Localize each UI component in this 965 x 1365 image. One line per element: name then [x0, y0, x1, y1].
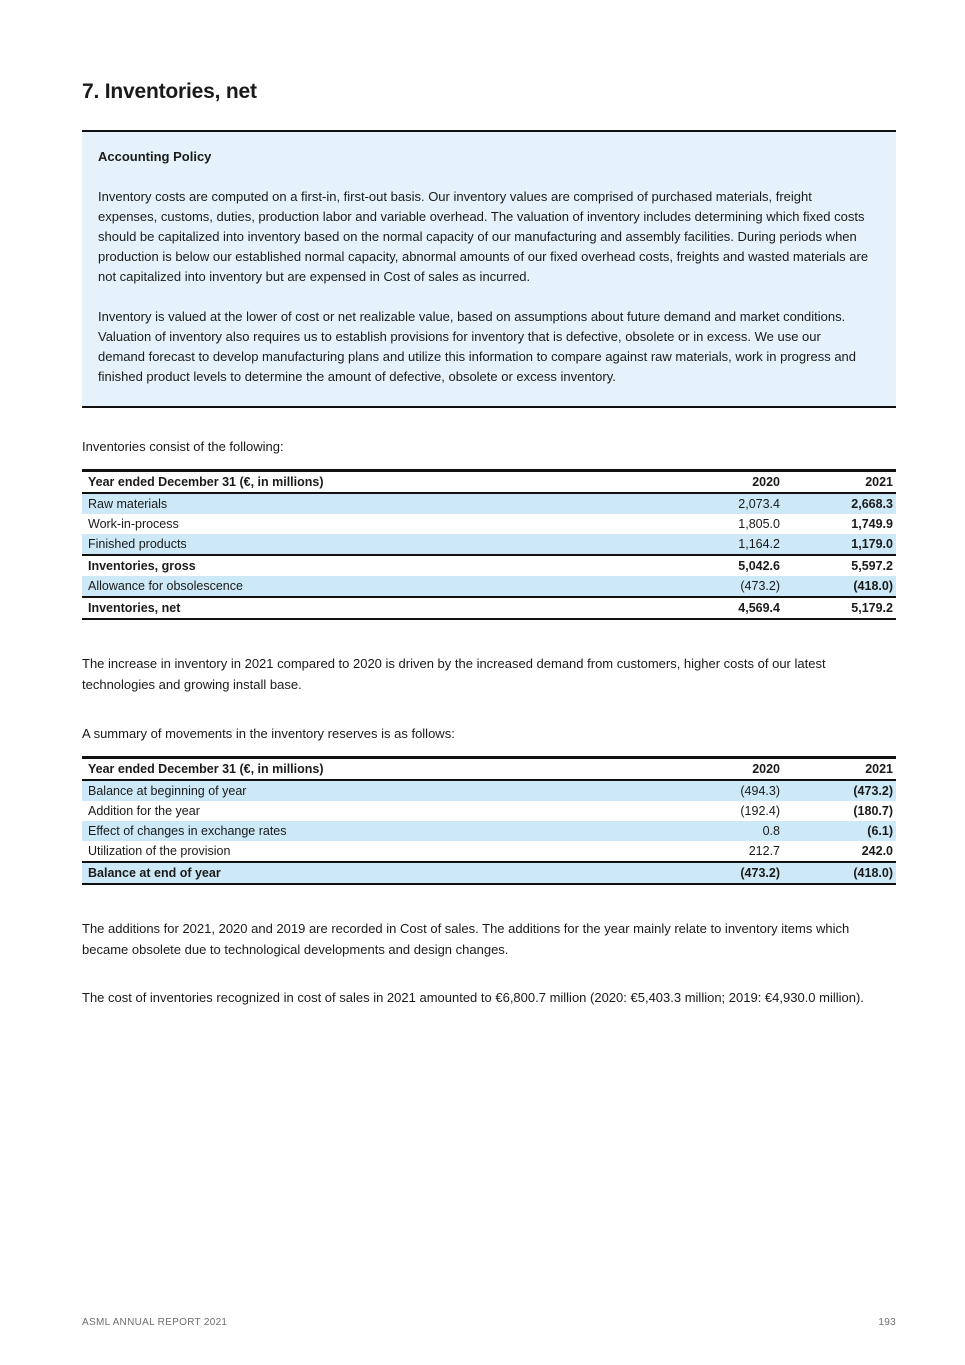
- value-2021: 5,597.2: [783, 555, 896, 576]
- table-row: [82, 514, 896, 534]
- inventories-table: [82, 469, 896, 620]
- intro-text: Inventories consist of the following:: [82, 439, 284, 454]
- value-2021: 242.0: [861, 844, 893, 858]
- reserves-table-wrap: [82, 756, 896, 885]
- table-row: [82, 821, 896, 841]
- value-2021: (418.0): [783, 862, 896, 884]
- page-title: 7. Inventories, net: [82, 80, 257, 103]
- row-label: Raw materials: [88, 497, 168, 511]
- table-row: [82, 493, 896, 514]
- value-2020: (473.2): [740, 579, 780, 593]
- row-label: Finished products: [88, 537, 187, 551]
- value-2021: (418.0): [853, 579, 893, 593]
- row-label: Inventories, net: [82, 597, 670, 619]
- table-row: [82, 534, 896, 555]
- table-row: [82, 597, 896, 619]
- row-label: Balance at beginning of year: [88, 784, 247, 798]
- row-label: Utilization of the provision: [88, 844, 231, 858]
- value-2020: 4,569.4: [670, 597, 783, 619]
- policy-paragraph: Inventory costs are computed on a first-in, first-out basis. Our inventory values are comprised of purchased materials, freight expenses, customs, duties, production labor and variable overhead. The valuation of inventory includes determining which fixed costs should be capitalized into inventory based on the normal capacity of our manufacturing and assembly facilities. During periods when production is below our established normal capacity, abnormal amounts of our fixed overhead costs, freights and wasted materials are not capitalized into inventory but are expensed in Cost of sales as incurred.: [98, 189, 869, 284]
- value-2021: 5,179.2: [783, 597, 896, 619]
- reserves-table: [82, 756, 896, 885]
- paragraph-additions: The additions for 2021, 2020 and 2019 are recorded in Cost of sales. The additions for the year mainly relate to inventory items which became obsolete due to technological developments and design changes.: [82, 921, 850, 957]
- value-2020: 5,042.6: [670, 555, 783, 576]
- value-2020: 1,805.0: [738, 517, 780, 531]
- row-label: Work-in-process: [88, 517, 179, 531]
- value-2020: (473.2): [670, 862, 783, 884]
- column-header-2020: 2020: [670, 471, 783, 494]
- table-row: [82, 862, 896, 884]
- paragraph-cost-of-inventories: The cost of inventories recognized in cost of sales in 2021 amounted to €6,800.7 million (2020: €5,403.3 million; 2019: €4,930.0 million).: [82, 990, 864, 1005]
- value-2020: 2,073.4: [738, 497, 780, 511]
- value-2021: (6.1): [867, 824, 893, 838]
- footer-report-name: ASML ANNUAL REPORT 2021: [82, 1317, 228, 1328]
- row-label: Inventories, gross: [82, 555, 670, 576]
- accounting-policy-box: [82, 130, 896, 408]
- summary-text: A summary of movements in the inventory reserves is as follows:: [82, 726, 455, 741]
- value-2021: (473.2): [853, 784, 893, 798]
- column-header-2020: 2020: [670, 758, 783, 781]
- value-2020: 0.8: [762, 824, 780, 838]
- value-2020: (494.3): [740, 784, 780, 798]
- table-row: [82, 801, 896, 821]
- value-2020: 1,164.2: [738, 537, 780, 551]
- column-header-2021: 2021: [783, 758, 896, 781]
- value-2021: 1,179.0: [851, 537, 893, 551]
- policy-paragraph: Inventory is valued at the lower of cost or net realizable value, based on assumptions about future demand and market conditions. Valuation of inventory also requires us to establish provisions for inventory that is defective, obsolete or in excess. We use our demand forecast to develop manufacturing plans and utilize this information to compare against raw materials, work in progress and finished product levels to determine the amount of defective, obsolete or excess inventory.: [98, 309, 857, 384]
- accounting-policy-heading: Accounting Policy: [98, 149, 212, 164]
- table-row: [82, 576, 896, 597]
- inventories-table-wrap: [82, 469, 896, 620]
- value-2021: (180.7): [853, 804, 893, 818]
- page-footer: [82, 1317, 896, 1328]
- column-header-label: Year ended December 31 (€, in millions): [82, 758, 670, 781]
- table-row: [82, 780, 896, 801]
- row-label: Allowance for obsolescence: [88, 579, 243, 593]
- value-2020: 212.7: [748, 844, 780, 858]
- row-label: Balance at end of year: [82, 862, 670, 884]
- paragraph-inventory-increase: The increase in inventory in 2021 compared to 2020 is driven by the increased demand from customers, higher costs of our latest technologies and growing install base.: [82, 656, 826, 692]
- value-2020: (192.4): [740, 804, 780, 818]
- table-header-row: [82, 758, 896, 781]
- column-header-2021: 2021: [783, 471, 896, 494]
- footer-page-number: 193: [878, 1317, 896, 1328]
- table-header-row: [82, 471, 896, 494]
- row-label: Addition for the year: [88, 804, 200, 818]
- table-row: [82, 841, 896, 862]
- value-2021: 1,749.9: [851, 517, 893, 531]
- value-2021: 2,668.3: [851, 497, 893, 511]
- column-header-label: Year ended December 31 (€, in millions): [82, 471, 670, 494]
- table-row: [82, 555, 896, 576]
- row-label: Effect of changes in exchange rates: [88, 824, 287, 838]
